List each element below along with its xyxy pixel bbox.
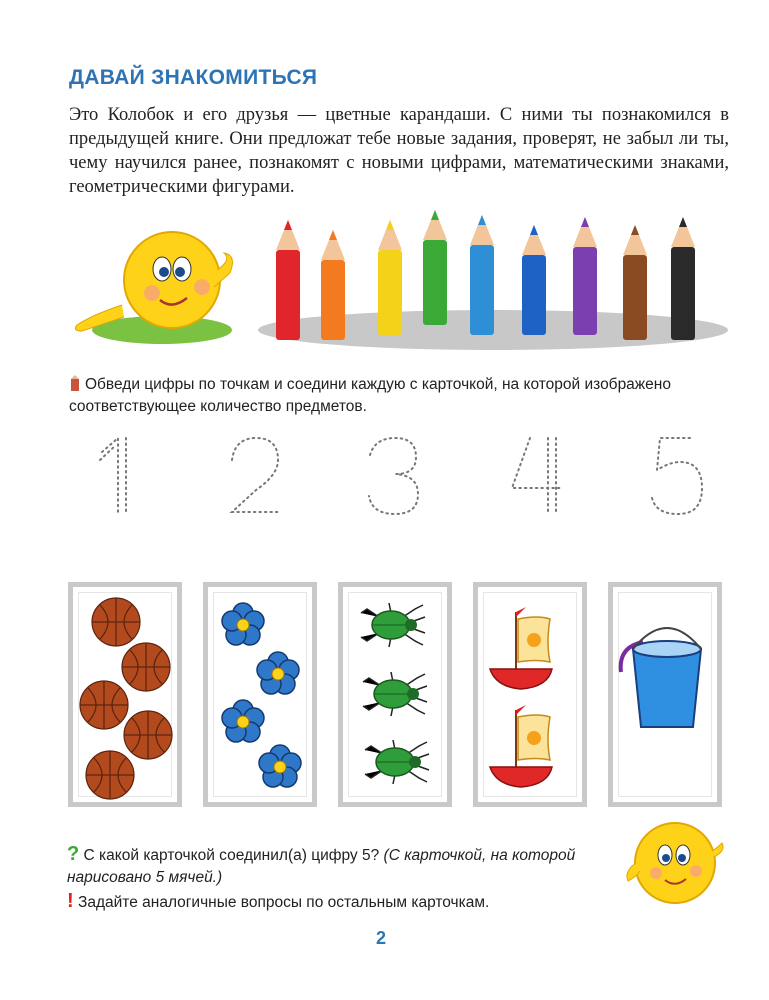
pencil-brown-icon <box>623 225 647 340</box>
bucket-icon <box>613 587 717 802</box>
page-number: 2 <box>376 928 387 948</box>
pencil-red-icon <box>276 220 300 340</box>
pencil-black-icon <box>671 217 695 340</box>
digit-3-trace[interactable] <box>369 438 418 514</box>
card-beetles[interactable] <box>338 582 452 807</box>
pencils-illustration <box>258 205 728 355</box>
digit-1-trace[interactable] <box>100 438 126 512</box>
pencil-green-icon <box>423 210 447 325</box>
pencil-orange-icon <box>321 230 345 340</box>
kolobok-small-illustration <box>620 815 730 910</box>
card-bucket[interactable] <box>608 582 722 807</box>
boat-icons <box>478 587 582 802</box>
pencil-yellow-icon <box>378 220 402 335</box>
digit-4-trace[interactable] <box>512 438 560 512</box>
pencil-icon <box>69 375 81 391</box>
instruction-text: Задайте аналогичные вопросы по остальным карточкам. <box>77 894 490 911</box>
digits-row <box>60 430 740 525</box>
card-flowers[interactable] <box>203 582 317 807</box>
task-text: Обведи цифры по точкам и соедини каждую с карточкой, на которой изображено соответствующее количество предметов. <box>69 376 671 415</box>
exclamation-mark-icon: ! <box>67 890 74 912</box>
instruction-block <box>67 890 489 914</box>
pencil-lightblue-icon <box>470 215 494 335</box>
pencil-purple-icon <box>573 217 597 335</box>
card-balls[interactable] <box>68 582 182 807</box>
digit-5-trace[interactable] <box>652 438 702 514</box>
intro-paragraph: Это Колобок и его друзья — цветные карандаши. С ними ты познакомился в предыдущей книге. Они предложат тебе новые задания, проверят, не забыл ли ты, чему научился ранее, познакомят с новыми цифрами, математическими знаками, геометрическими фигурами. <box>69 105 729 197</box>
page-heading: ДАВАЙ ЗНАКОМИТЬСЯ <box>69 66 318 89</box>
question-hint: (С карточкой, на которой нарисовано 5 мячей.) <box>67 847 576 886</box>
question-block <box>67 843 587 889</box>
pencil-blue-icon <box>522 225 546 335</box>
digit-2-trace[interactable] <box>232 438 280 512</box>
flower-icons <box>208 587 312 802</box>
task-instruction <box>69 374 739 418</box>
card-boats[interactable] <box>473 582 587 807</box>
question-text: С какой карточкой соединил(а) цифру 5? <box>83 847 380 864</box>
question-mark-icon: ? <box>67 843 80 865</box>
beetle-icons <box>343 587 447 802</box>
basketball-icons <box>73 587 177 802</box>
kolobok-illustration <box>62 225 232 345</box>
